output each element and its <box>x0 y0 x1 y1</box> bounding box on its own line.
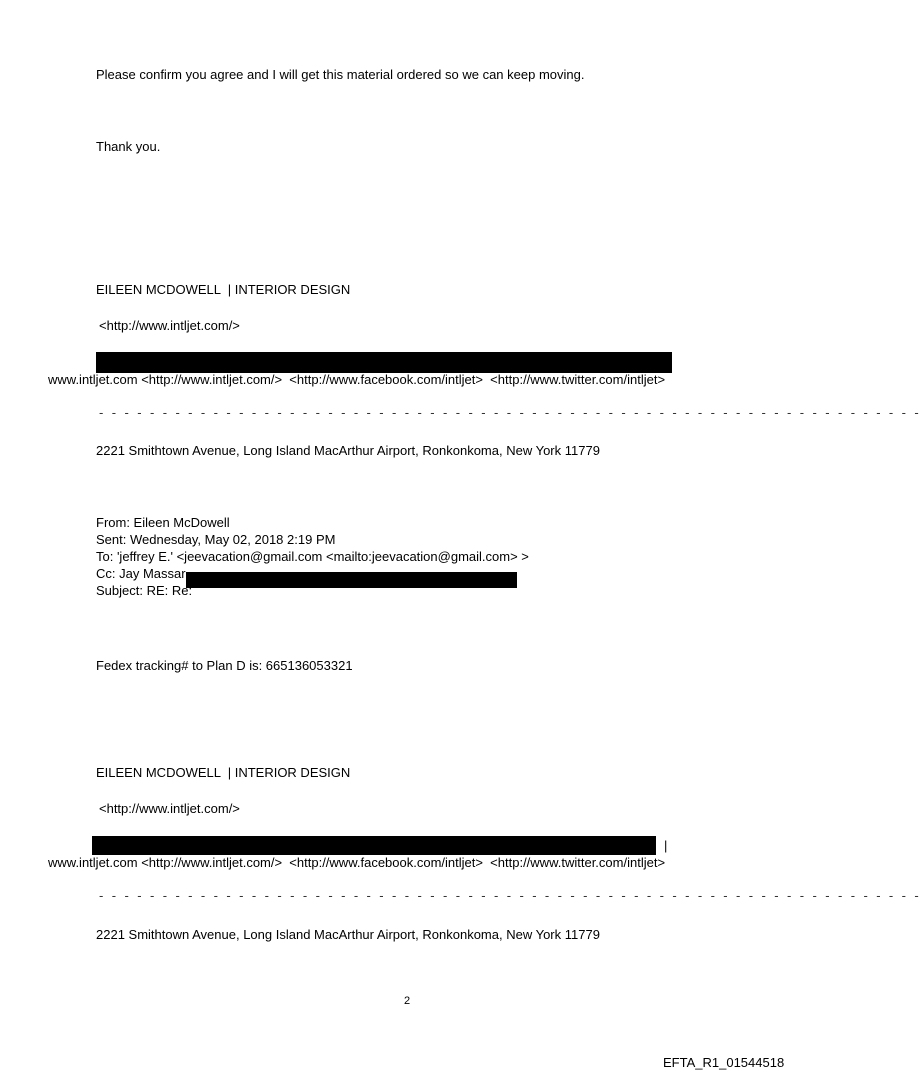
signature-url[interactable]: <http://www.intljet.com/> <box>99 801 240 816</box>
redaction-bar <box>96 352 672 373</box>
signature-divider: - - - - - - - - - - - - - - - - - - - - - - - - - - - - - - - - - - - - - - - - - - - - - - - - - - - - - - - - - - - - - - - - - <box>99 405 921 420</box>
email-to: To: 'jeffrey E.' <jeevacation@gmail.com <mailto:jeevacation@gmail.com> > <box>96 549 529 564</box>
fedex-tracking-text: Fedex tracking# to Plan D is: 665136053321 <box>96 658 353 673</box>
signature-address: 2221 Smithtown Avenue, Long Island MacArthur Airport, Ronkonkoma, New York 11779 <box>96 443 600 458</box>
email-sent: Sent: Wednesday, May 02, 2018 2:19 PM <box>96 532 336 547</box>
thank-you-text: Thank you. <box>96 139 161 154</box>
signature-pipe: | <box>664 838 668 853</box>
redaction-bar <box>92 836 656 855</box>
redaction-bar <box>186 572 517 588</box>
signature-address: 2221 Smithtown Avenue, Long Island MacArthur Airport, Ronkonkoma, New York 11779 <box>96 927 600 942</box>
email-from: From: Eileen McDowell <box>96 515 230 530</box>
signature-name: EILEEN MCDOWELL | INTERIOR DESIGN <box>96 765 351 780</box>
email-cc: Cc: Jay Massar <box>96 566 186 581</box>
confirm-text: Please confirm you agree and I will get this material ordered so we can keep moving. <box>96 67 585 82</box>
signature-url[interactable]: <http://www.intljet.com/> <box>99 318 240 333</box>
email-subject: Subject: RE: Re: <box>96 583 193 598</box>
document-id: EFTA_R1_01544518 <box>663 1055 785 1070</box>
signature-name: EILEEN MCDOWELL | INTERIOR DESIGN <box>96 282 351 297</box>
page-number: 2 <box>404 995 411 1007</box>
signature-links[interactable]: www.intljet.com <http://www.intljet.com/> <http://www.facebook.com/intljet> <http://www.twitter.com/intljet> <box>48 855 666 870</box>
signature-divider: - - - - - - - - - - - - - - - - - - - - - - - - - - - - - - - - - - - - - - - - - - - - - - - - - - - - - - - - - - - - - - - - - <box>99 888 921 903</box>
signature-links[interactable]: www.intljet.com <http://www.intljet.com/> <http://www.facebook.com/intljet> <http://www.twitter.com/intljet> <box>48 372 666 387</box>
